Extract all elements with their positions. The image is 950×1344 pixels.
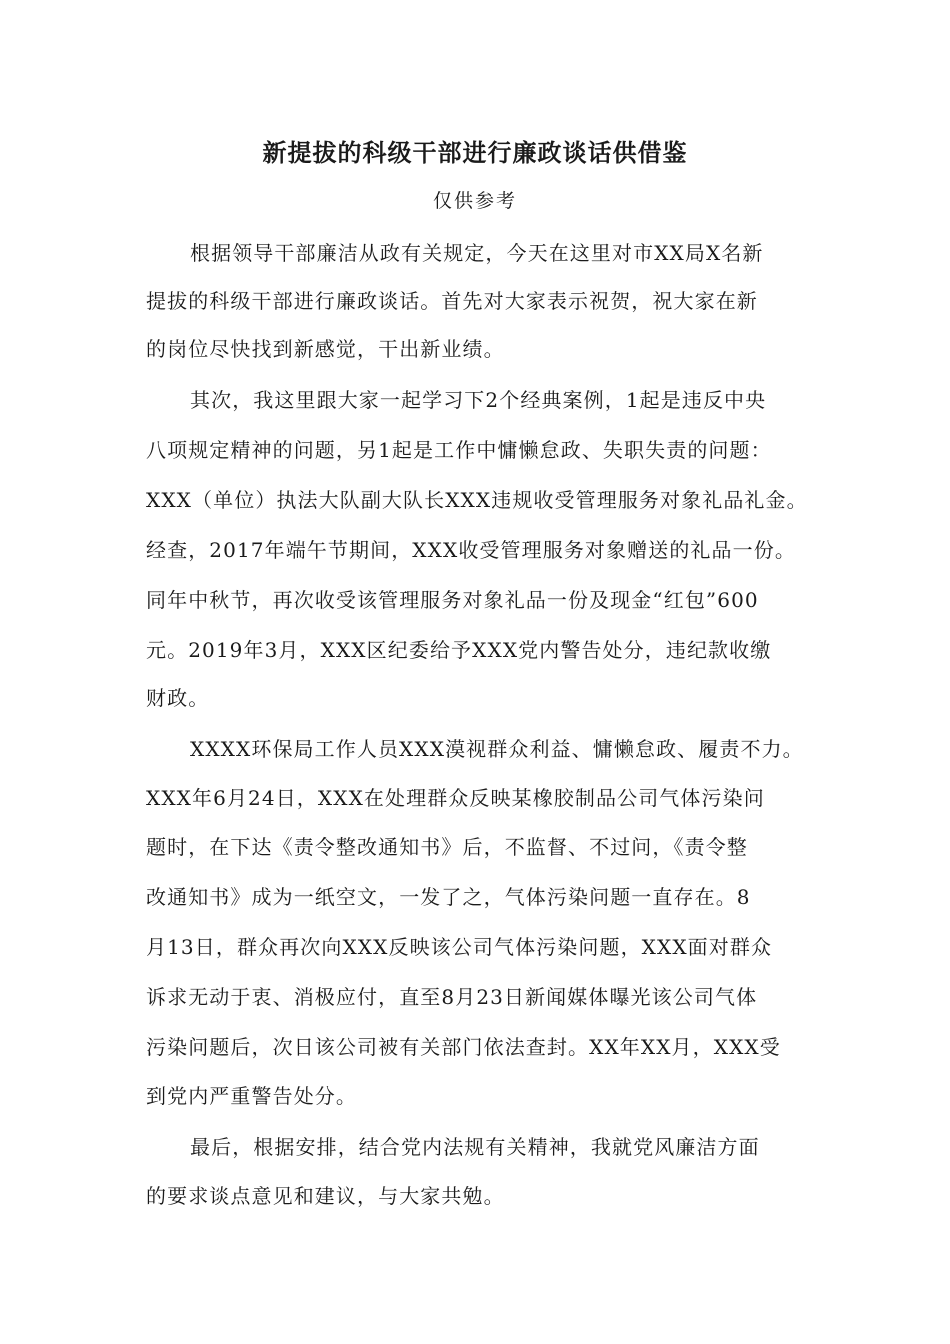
paragraph-3-line-6: 诉求无动于衷、消极应付，直至8月23日新闻媒体曝光该公司气体 — [146, 985, 758, 1009]
paragraph-1-line-3: 的岗位尽快找到新感觉，干出新业绩。 — [146, 337, 505, 361]
paragraph-3-line-7: 污染问题后，次日该公司被有关部门依法查封。XX年XX月，XXX受 — [146, 1035, 781, 1059]
paragraph-2-line-2: 八项规定精神的问题，另1起是工作中慵懒怠政、失职失责的问题： — [146, 438, 772, 462]
paragraph-3-line-8: 到党内严重警告处分。 — [146, 1084, 357, 1108]
paragraph-3-line-2: XXX年6月24日，XXX在处理群众反映某橡胶制品公司气体污染问 — [146, 786, 765, 810]
paragraph-3-line-5: 月13日，群众再次向XXX反映该公司气体污染问题，XXX面对群众 — [146, 935, 773, 959]
paragraph-4-line-1: 最后，根据安排，结合党内法规有关精神，我就党风廉洁方面 — [190, 1135, 760, 1159]
paragraph-2-line-7: 财政。 — [146, 686, 210, 710]
paragraph-2-line-4: 经查，2017年端午节期间，XXX收受管理服务对象赠送的礼品一份。 — [146, 538, 796, 562]
paragraph-3-line-1: XXXX环保局工作人员XXX漠视群众利益、慵懒怠政、履责不力。 — [190, 737, 804, 761]
paragraph-1-line-2: 提拔的科级干部进行廉政谈话。首先对大家表示祝贺，祝大家在新 — [146, 289, 758, 313]
paragraph-3-line-3: 题时，在下达《责令整改通知书》后，不监督、不过问，《责令整 — [146, 835, 748, 859]
document-subtitle: 仅供参考 — [432, 190, 517, 212]
paragraph-2-line-3: XXX（单位）执法大队副大队长XXX违规收受管理服务对象礼品礼金。 — [146, 488, 808, 512]
paragraph-4-line-2: 的要求谈点意见和建议，与大家共勉。 — [146, 1184, 505, 1208]
paragraph-1-line-1: 根据领导干部廉洁从政有关规定，今天在这里对市XX局X名新 — [190, 241, 764, 265]
paragraph-2-line-1: 其次，我这里跟大家一起学习下2个经典案例，1起是违反中央 — [190, 388, 767, 412]
paragraph-2-line-6: 元。2019年3月，XXX区纪委给予XXX党内警告处分，违纪款收缴 — [146, 638, 772, 662]
document-title: 新提拔的科级干部进行廉政谈话供借鉴 — [262, 139, 688, 167]
paragraph-2-line-5: 同年中秋节，再次收受该管理服务对象礼品一份及现金“红包”600 — [146, 588, 759, 612]
paragraph-3-line-4: 改通知书》成为一纸空文，一发了之，气体污染问题一直存在。8 — [146, 885, 751, 909]
